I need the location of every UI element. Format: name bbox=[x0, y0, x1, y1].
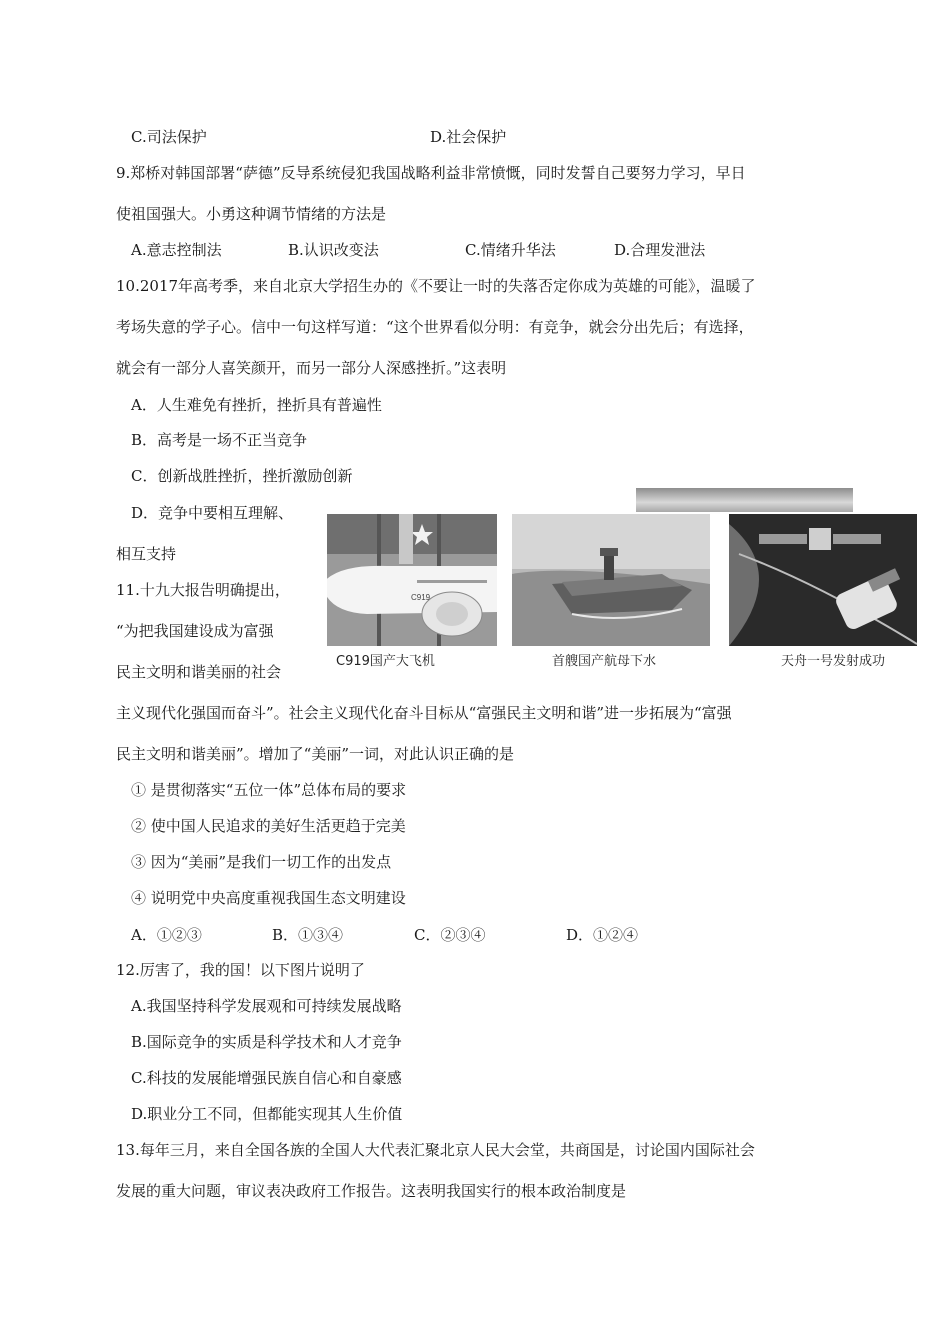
q13-stem-line1: 13.每年三月，来自全国各族的全国人大代表汇聚北京人民大会堂，共商国是，讨论国内国际社会 bbox=[116, 1141, 755, 1159]
q12-option-d: D.职业分工不同，但都能实现其人生价值 bbox=[131, 1105, 403, 1123]
q10-stem-line2: 考场失意的学子心。信中一句这样写道：“这个世界看似分明：有竞争，就会分出先后；有选择， bbox=[116, 318, 754, 336]
q11-item-1: ① 是贯彻落实“五位一体”总体布局的要求 bbox=[131, 781, 407, 799]
q10-option-d-continued: 相互支持 bbox=[116, 545, 177, 563]
aircraft-carrier-image bbox=[512, 514, 710, 646]
spacecraft-illustration bbox=[729, 514, 917, 646]
image-top-strip bbox=[636, 488, 853, 512]
q9-option-c: C.情绪升华法 bbox=[465, 241, 556, 259]
q11-item-2: ② 使中国人民追求的美好生活更趋于完美 bbox=[131, 817, 406, 835]
q10-stem-line3: 就会有一部分人喜笑颜开，而另一部分人深感挫折。”这表明 bbox=[116, 359, 507, 377]
q9-stem-line2: 使祖国强大。小勇这种调节情绪的方法是 bbox=[116, 205, 387, 223]
q11-option-d: D．①②④ bbox=[566, 926, 639, 944]
q12-option-b: B.国际竞争的实质是科学技术和人才竞争 bbox=[131, 1033, 402, 1051]
q11-stem-line3: 民主文明和谐美丽的社会 bbox=[116, 663, 282, 681]
q9-stem-line1: 9.郑桥对韩国部署“萨德”反导系统侵犯我国战略利益非常愤慨，同时发誓自己要努力学习，早日 bbox=[116, 164, 746, 182]
q9-option-d: D.合理发泄法 bbox=[614, 241, 706, 259]
q11-option-a: A．①②③ bbox=[131, 926, 202, 944]
q12-option-c: C.科技的发展能增强民族自信心和自豪感 bbox=[131, 1069, 402, 1087]
q11-stem-line1: 11.十九大报告明确提出， bbox=[116, 581, 290, 599]
plane-label: C919 bbox=[411, 593, 431, 602]
q11-option-b: B．①③④ bbox=[272, 926, 344, 944]
q10-option-c: C．创新战胜挫折，挫折激励创新 bbox=[131, 467, 353, 485]
q11-item-3: ③ 因为“美丽”是我们一切工作的出发点 bbox=[131, 853, 392, 871]
caption-c919: C919国产大飞机 bbox=[336, 654, 435, 669]
q10-stem-line1: 10.2017年高考季，来自北京大学招生办的《不要让一时的失落否定你成为英雄的可能》，温暖了 bbox=[116, 277, 756, 295]
airplane-illustration bbox=[327, 514, 497, 646]
q11-item-4: ④ 说明党中央高度重视我国生态文明建设 bbox=[131, 889, 406, 907]
q10-option-b: B．高考是一场不正当竞争 bbox=[131, 431, 308, 449]
q11-option-c: C．②③④ bbox=[414, 926, 486, 944]
q11-stem-line5: 民主文明和谐美丽”。增加了“美丽”一词，对此认识正确的是 bbox=[116, 745, 515, 763]
q12-stem: 12.厉害了，我的国！以下图片说明了 bbox=[116, 961, 365, 979]
q9-option-a: A.意志控制法 bbox=[131, 241, 222, 259]
caption-tianzhou: 天舟一号发射成功 bbox=[781, 654, 886, 669]
carrier-illustration bbox=[512, 514, 710, 646]
caption-aircraft-carrier: 首艘国产航母下水 bbox=[552, 654, 657, 669]
q11-stem-line4: 主义现代化强国而奋斗”。社会主义现代化奋斗目标从“富强民主文明和谐”进一步拓展为“富强 bbox=[116, 704, 732, 722]
q8-option-d: D.社会保护 bbox=[430, 128, 507, 146]
q10-option-a: A．人生难免有挫折，挫折具有普遍性 bbox=[131, 396, 382, 414]
q13-stem-line2: 发展的重大问题，审议表决政府工作报告。这表明我国实行的根本政治制度是 bbox=[116, 1182, 627, 1200]
q9-option-b: B.认识改变法 bbox=[288, 241, 379, 259]
tianzhou-spacecraft-image bbox=[729, 514, 917, 646]
q10-option-d: D．竞争中要相互理解、 bbox=[131, 504, 294, 522]
q12-option-a: A.我国坚持科学发展观和可持续发展战略 bbox=[131, 997, 402, 1015]
q11-stem-line2: “为把我国建设成为富强 bbox=[116, 622, 274, 640]
q8-option-c: C.司法保护 bbox=[131, 128, 207, 146]
c919-airplane-image bbox=[327, 514, 497, 646]
